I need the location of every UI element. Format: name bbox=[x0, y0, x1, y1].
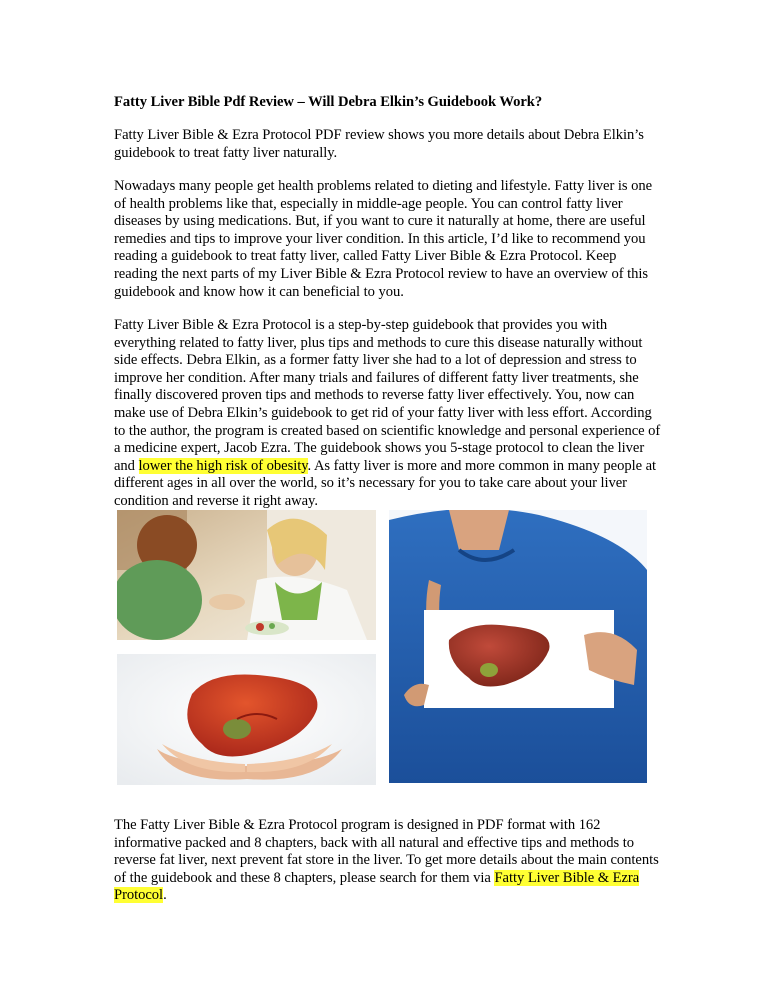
highlighted-text: lower the high risk of obesity bbox=[138, 457, 308, 474]
paragraph-text: Fatty Liver Bible & Ezra Protocol is a step-by-step guidebook that provides you with everything related to fatty liver, plus tips and methods to cure this disease naturally without side effects. Debra Elkin, as a former fatty liver she had to a lot of depression and stress to improve her condition. After many trials and failures of different fatty liver treatments, she finally discovered proven tips and methods to reverse fatty liver effectively. You, now can make use of Debra Elkin’s guidebook to get rid of your fatty liver with less effort. According to the author, the program is created based on scientific knowledge and personal experience of a medicine expert, Jacob Ezra. The guidebook shows you 5-stage protocol to clean the liver and bbox=[114, 317, 661, 474]
paragraph-text: The Fatty Liver Bible & Ezra Protocol program is designed in PDF format with 162 informative packed and 8 chapters, back with all natural and effective tips and methods to reverse fat liver, next prevent fat store in the liver. To get more details about the main contents of the guidebook and these 8 chapters, please search for them via bbox=[114, 817, 659, 886]
liver-card-photo bbox=[389, 510, 647, 783]
paragraph-overview: Nowadays many people get health problems related to dieting and lifestyle. Fatty liver is one of health problems like that, especially in middle-age people. You can control fatty liver diseases by using medications. But, if you want to cure it naturally at home, there are useful remedies and tips to improve your liver condition. In this article, I’d like to recommend you reading a guidebook to treat fatty liver, called Fatty Liver Bible & Ezra Protocol. Keep reading the next parts of my Liver Bible & Ezra Protocol review to have an overview of this guidebook and know how it can beneficial to you. bbox=[114, 178, 653, 300]
hands-liver-photo bbox=[117, 654, 376, 785]
guidebook-link[interactable]: Fatty Liver Bible & Ezra Protocol bbox=[114, 869, 640, 904]
paragraph-text: . bbox=[163, 887, 167, 904]
paragraph-text: . As fatty liver is more and more common in many people at different ages in all over the world, so it’s necessary for you to take care about your liver condition and reverse it right away. bbox=[114, 457, 657, 509]
document-title: Fatty Liver Bible Pdf Review – Will Debra Elkin’s Guidebook Work? bbox=[114, 94, 543, 110]
intro-paragraph: Fatty Liver Bible & Ezra Protocol PDF review shows you more details about Debra Elkin’s guidebook to treat fatty liver naturally. bbox=[114, 127, 644, 161]
paragraph-guidebook bbox=[114, 317, 662, 511]
paragraph-program bbox=[114, 817, 662, 905]
consultation-photo bbox=[117, 510, 376, 640]
